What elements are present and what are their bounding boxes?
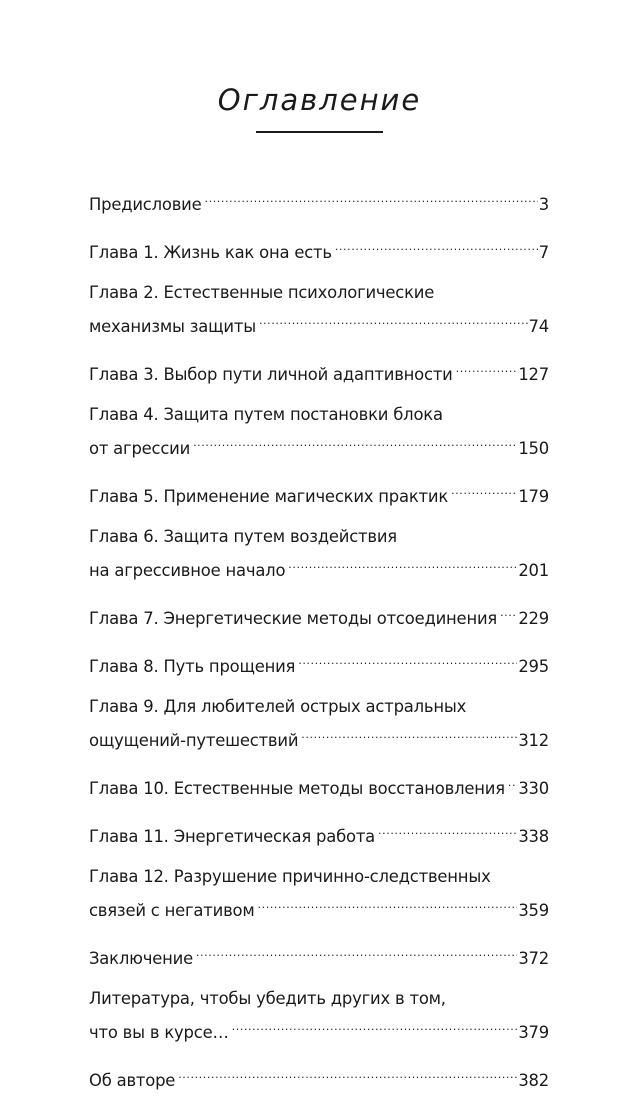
dot-leader bbox=[178, 1060, 517, 1086]
dot-leader bbox=[258, 890, 518, 916]
dot-leader bbox=[205, 184, 538, 210]
toc-entry-line bbox=[89, 184, 549, 218]
toc-entry-line bbox=[89, 232, 549, 266]
toc-entry-title: Глава 7. Энергетические методы отсоединения bbox=[89, 609, 498, 628]
toc-entry-title: Глава 3. Выбор пути личной адаптивности bbox=[89, 365, 453, 384]
toc-entry-title: Глава 8. Путь прощения bbox=[89, 657, 296, 676]
dot-leader bbox=[508, 768, 517, 794]
dot-leader bbox=[259, 306, 528, 332]
toc-page-number: 312 bbox=[518, 731, 549, 750]
toc-entry-title-continuation: от агрессии bbox=[89, 439, 191, 458]
toc-entry-title: Глава 11. Энергетическая работа bbox=[89, 827, 376, 846]
toc-entry bbox=[89, 986, 549, 1046]
toc-entry-title-continuation: механизмы защиты bbox=[89, 317, 256, 336]
dot-leader bbox=[301, 720, 517, 746]
toc-entry-title-continuation: на агрессивное начало bbox=[89, 561, 286, 580]
toc-entry-title: Глава 6. Защита путем воздействия bbox=[89, 527, 397, 546]
dot-leader bbox=[451, 476, 517, 502]
toc-entry-title: Глава 4. Защита путем постановки блока bbox=[89, 405, 443, 424]
toc-entry bbox=[89, 232, 549, 266]
toc-entry-title: Заключение bbox=[89, 949, 193, 968]
dot-leader bbox=[288, 550, 517, 576]
dot-leader bbox=[232, 1012, 518, 1038]
toc-entry-title: Глава 12. Разрушение причинно-следственных bbox=[89, 867, 491, 886]
dot-leader bbox=[456, 354, 518, 380]
title-underline bbox=[256, 131, 383, 133]
toc-entry-title: Глава 9. Для любителей острых астральных bbox=[89, 697, 467, 716]
toc-entry bbox=[89, 402, 549, 462]
toc-page-number: 295 bbox=[518, 657, 549, 676]
toc-entry-line bbox=[89, 550, 549, 584]
toc-entry-line bbox=[89, 768, 549, 802]
toc-entry-line bbox=[89, 938, 549, 972]
toc-entry-line bbox=[89, 428, 549, 462]
toc-entry-title: Глава 1. Жизнь как она есть bbox=[89, 243, 332, 262]
dot-leader bbox=[193, 428, 517, 454]
toc-entry bbox=[89, 646, 549, 680]
toc-page-number: 3 bbox=[538, 195, 549, 214]
toc-entry-title: Глава 2. Естественные психологические bbox=[89, 283, 435, 302]
toc-entry-title-continuation: связей с негативом bbox=[89, 901, 255, 920]
toc-entry bbox=[89, 184, 549, 218]
toc-entry-title: Об авторе bbox=[89, 1071, 176, 1090]
toc-entry bbox=[89, 938, 549, 972]
toc-page-number: 74 bbox=[528, 317, 549, 336]
toc-page-number: 338 bbox=[518, 827, 549, 846]
dot-leader bbox=[500, 598, 517, 624]
toc-entry bbox=[89, 694, 549, 754]
toc-entry bbox=[89, 816, 549, 850]
toc-entry bbox=[89, 864, 549, 924]
toc-entry-title: Глава 5. Применение магических практик bbox=[89, 487, 449, 506]
dot-leader bbox=[298, 646, 517, 672]
toc-page-number: 150 bbox=[518, 439, 549, 458]
toc-entry-title-continuation: ощущений-путешествий bbox=[89, 731, 299, 750]
toc-entry bbox=[89, 524, 549, 584]
toc-entry bbox=[89, 768, 549, 802]
toc-entry-title: Предисловие bbox=[89, 195, 202, 214]
toc-page-number: 330 bbox=[518, 779, 549, 798]
toc-page-number: 379 bbox=[518, 1023, 549, 1042]
toc-entry-title: Литература, чтобы убедить других в том, bbox=[89, 989, 446, 1008]
table-of-contents bbox=[89, 184, 549, 1108]
toc-entry-line bbox=[89, 720, 549, 754]
toc-entry bbox=[89, 598, 549, 632]
toc-entry-line bbox=[89, 1060, 549, 1094]
toc-entry-line bbox=[89, 1012, 549, 1046]
toc-entry bbox=[89, 1060, 549, 1094]
toc-page-number: 229 bbox=[518, 609, 549, 628]
toc-entry-line bbox=[89, 306, 549, 340]
dot-leader bbox=[378, 816, 517, 842]
toc-entry-line bbox=[89, 476, 549, 510]
toc-entry-line bbox=[89, 890, 549, 924]
toc-page-number: 382 bbox=[518, 1071, 549, 1090]
toc-entry bbox=[89, 354, 549, 388]
toc-entry bbox=[89, 280, 549, 340]
toc-page-number: 372 bbox=[518, 949, 549, 968]
toc-page-number: 359 bbox=[518, 901, 549, 920]
toc-entry-line bbox=[89, 816, 549, 850]
toc-page-number: 201 bbox=[518, 561, 549, 580]
toc-page-number: 127 bbox=[518, 365, 549, 384]
toc-entry-title-continuation: что вы в курсе… bbox=[89, 1023, 229, 1042]
dot-leader bbox=[196, 938, 517, 964]
toc-entry-line bbox=[89, 646, 549, 680]
toc-entry-line bbox=[89, 354, 549, 388]
toc-page-number: 7 bbox=[538, 243, 549, 262]
toc-entry bbox=[89, 476, 549, 510]
toc-entry-title: Глава 10. Естественные методы восстановления bbox=[89, 779, 505, 798]
page-title: Оглавление bbox=[217, 83, 422, 117]
dot-leader bbox=[335, 232, 538, 258]
toc-entry-line bbox=[89, 598, 549, 632]
toc-page-number: 179 bbox=[518, 487, 549, 506]
